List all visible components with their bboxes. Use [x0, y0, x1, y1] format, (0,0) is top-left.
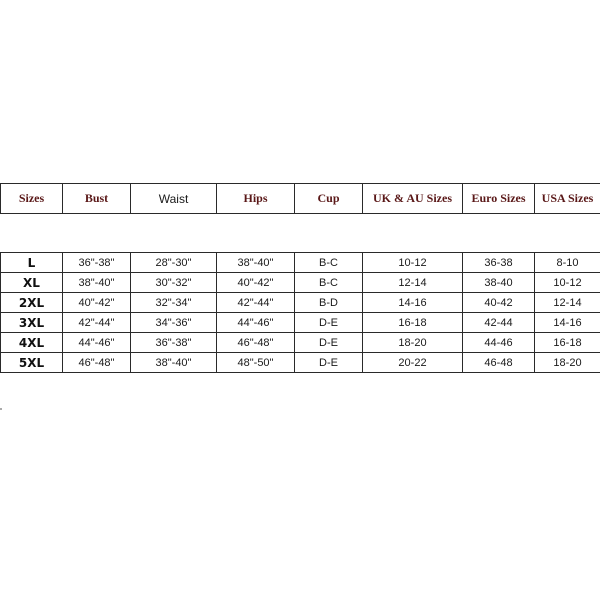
table-cell: 36"-38": [63, 253, 131, 273]
table-cell: 42-44: [463, 313, 535, 333]
header-waist: Waist: [131, 184, 217, 214]
table-cell: 30"-32": [131, 273, 217, 293]
size-label-cell: 5XL: [1, 353, 63, 373]
table-row: [1, 253, 600, 273]
spacer-cell: [1, 214, 600, 253]
size-label-cell: 2XL: [1, 293, 63, 313]
table-cell: 38"-40": [131, 353, 217, 373]
table-cell: 40"-42": [217, 273, 295, 293]
size-label-cell: 4XL: [1, 333, 63, 353]
table-cell: 44"-46": [217, 313, 295, 333]
header-cup: Cup: [295, 184, 363, 214]
table-cell: 40-42: [463, 293, 535, 313]
table-cell: 34"-36": [131, 313, 217, 333]
table-cell: 36-38: [463, 253, 535, 273]
table-cell: 46"-48": [217, 333, 295, 353]
table-cell: 36"-38": [131, 333, 217, 353]
table-cell: 44"-46": [63, 333, 131, 353]
table-cell: 12-14: [363, 273, 463, 293]
table-cell: B-C: [295, 273, 363, 293]
table-cell: 40"-42": [63, 293, 131, 313]
table-row: [1, 333, 600, 353]
table-cell: D-E: [295, 313, 363, 333]
table-cell: 38"-40": [63, 273, 131, 293]
header-hips: Hips: [217, 184, 295, 214]
table-cell: 32"-34": [131, 293, 217, 313]
table-cell: 46-48: [463, 353, 535, 373]
table-cell: 42"-44": [217, 293, 295, 313]
table-cell: D-E: [295, 333, 363, 353]
header-usa-sizes: USA Sizes: [535, 184, 600, 214]
table-cell: 14-16: [535, 313, 600, 333]
table-cell: 44-46: [463, 333, 535, 353]
table-row: [1, 293, 600, 313]
table-row: [1, 353, 600, 373]
table-body: [1, 214, 600, 373]
table-cell: 18-20: [535, 353, 600, 373]
header-euro-sizes: Euro Sizes: [463, 184, 535, 214]
table-cell: B-D: [295, 293, 363, 313]
table-cell: 12-14: [535, 293, 600, 313]
header-sizes: Sizes: [1, 184, 63, 214]
table-cell: 20-22: [363, 353, 463, 373]
table-cell: 18-20: [363, 333, 463, 353]
table-cell: 16-18: [363, 313, 463, 333]
size-chart-table: [0, 183, 600, 373]
table-cell: 8-10: [535, 253, 600, 273]
table-cell: B-C: [295, 253, 363, 273]
table-cell: 38"-40": [217, 253, 295, 273]
table-cell: 16-18: [535, 333, 600, 353]
size-label-cell: L: [1, 253, 63, 273]
table-cell: 10-12: [363, 253, 463, 273]
size-label-cell: XL: [1, 273, 63, 293]
table-cell: 28"-30": [131, 253, 217, 273]
table-row: [1, 273, 600, 293]
table-cell: 42"-44": [63, 313, 131, 333]
table-cell: D-E: [295, 353, 363, 373]
table-cell: 48"-50": [217, 353, 295, 373]
header-row: [1, 184, 600, 214]
table-cell: 14-16: [363, 293, 463, 313]
header-bust: Bust: [63, 184, 131, 214]
table-cell: 10-12: [535, 273, 600, 293]
table-cell: 46"-48": [63, 353, 131, 373]
edge-artifact: [0, 408, 2, 410]
table-cell: 38-40: [463, 273, 535, 293]
table-row: [1, 313, 600, 333]
spacer-row: [1, 214, 600, 253]
size-label-cell: 3XL: [1, 313, 63, 333]
header-uk-au-sizes: UK & AU Sizes: [363, 184, 463, 214]
